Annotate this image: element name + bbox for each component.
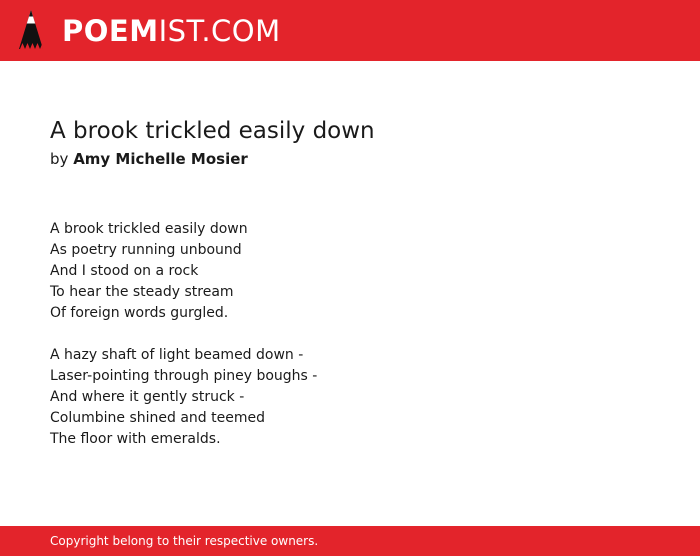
poem-line: And where it gently struck - [50, 389, 245, 405]
byline-label: by [50, 150, 69, 168]
brand-light-text: IST.COM [158, 14, 281, 48]
poem-line: The floor with emeralds. [50, 431, 221, 447]
stanza [50, 345, 317, 450]
stanza [50, 219, 317, 324]
pencil-icon [18, 9, 44, 53]
poem-line: Laser-pointing through piney boughs - [50, 368, 318, 384]
poem-line: As poetry running unbound [50, 242, 242, 258]
poem-title: A brook trickled easily down [50, 118, 375, 144]
site-footer [0, 526, 700, 556]
poem-line: A hazy shaft of light beamed down - [50, 347, 304, 363]
poem-body [50, 219, 317, 471]
poem-line: Columbine shined and teemed [50, 410, 265, 426]
site-logo-text [62, 13, 281, 49]
byline [50, 150, 248, 168]
poem-line: And I stood on a rock [50, 263, 199, 279]
poem-line: Of foreign words gurgled. [50, 305, 229, 321]
poem-line: A brook trickled easily down [50, 221, 248, 237]
poem-line: To hear the steady stream [50, 284, 234, 300]
copyright-text: Copyright belong to their respective owners. [50, 534, 319, 548]
brand-bold-text: POEM [62, 14, 159, 48]
site-header [0, 0, 700, 61]
author-name: Amy Michelle Mosier [73, 150, 248, 168]
